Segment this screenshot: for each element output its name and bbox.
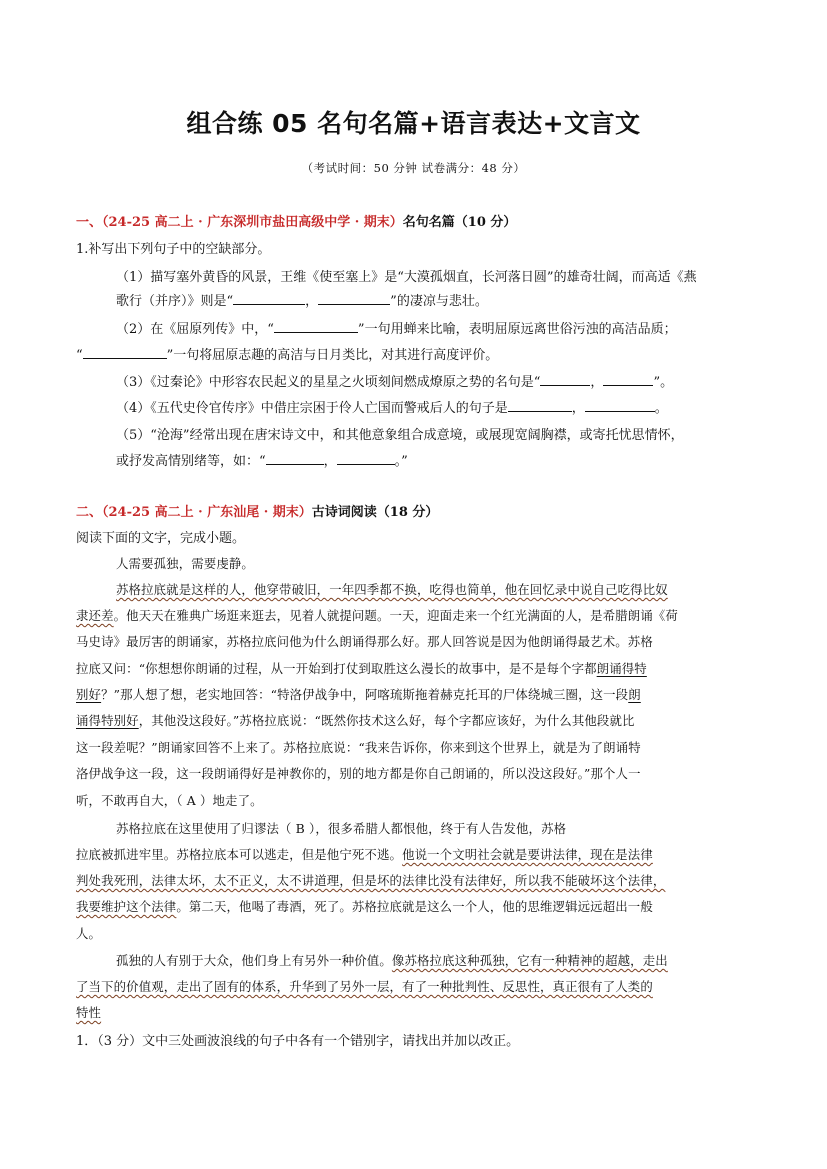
answer-blank[interactable] xyxy=(266,452,324,465)
underlined-phrase: 别好 xyxy=(76,687,102,702)
essay-line: 洛伊战争这一段，这一段朗诵得好是神教你的，别的地方都是你自己朗诵的，所以没这段好。”那个人一 xyxy=(76,766,641,781)
essay-line: 人需要孤独，需要虔静。 xyxy=(116,556,254,571)
answer-blank[interactable] xyxy=(83,346,167,359)
page-title: 组合练 05 名句名篇+语言表达+文言文 xyxy=(186,109,641,138)
wavy-underlined-sentence: 苏格拉底就是这样的人，他穿带破旧，一年四季都不换，吃得也简单，他在回忆录中说自己吃得比奴 xyxy=(116,582,668,597)
wavy-underlined-sentence: 我要维护这个法律 xyxy=(76,899,177,914)
item-4-line: （4）《五代史伶官传序》中借庄宗困于伶人亡国而警戒后人的句子是 ， 。 xyxy=(116,401,668,416)
essay-line: 这一段差呢？”朗诵家回答不上来了。苏格拉底说：“我来告诉你，你来到这个世界上，就是为了朗诵特 xyxy=(76,740,641,755)
answer-blank[interactable] xyxy=(540,373,590,386)
essay-line: 诵得特别好，其他没这段好。”苏格拉底说：“既然你技术这么好，每个字都应该好，为什么其他段就比 xyxy=(76,713,635,728)
reading-instruction: 阅读下面的文字，完成小题。 xyxy=(76,531,246,546)
wavy-underlined-sentence: 判处我死刑，法律太坏，太不正义，太不讲道理，但是坏的法律比没有法律好，所以我不能破坏这个法律， xyxy=(76,873,666,888)
wavy-underlined-sentence: 隶还差 xyxy=(76,608,114,623)
underlined-phrase: 诵得特别好 xyxy=(76,713,139,728)
section-1-source: （24-25 高二上 · 广东深圳市盐田高级中学 · 期末） xyxy=(102,215,403,230)
essay-line xyxy=(116,580,668,598)
essay-line: 马史诗》最厉害的朗诵家，苏格拉底问他为什么朗诵得那么好。那人回答说是因为他朗诵得最艺术。苏格 xyxy=(76,634,653,649)
section-2-source: （24-25 高二上 · 广东汕尾 · 期末） xyxy=(102,505,312,520)
item-2-line-1: （2）在《屈原列传》中，“ ”一句用蝉来比喻，表明屈原远离世俗污浊的高洁品质； xyxy=(116,322,677,337)
item-1-line-1: （1）描写塞外黄昏的风景，王维《使至塞上》是“大漠孤烟直，长河落日圆”的雄奇壮阔，而高适《燕 xyxy=(116,270,697,285)
question-1-prompt: 1.补写出下列句子中的空缺部分。 xyxy=(76,242,271,257)
essay-line xyxy=(76,1003,101,1021)
underlined-phrase: 朗诵得特 xyxy=(596,661,647,676)
wavy-underlined-sentence: 他说一个文明社会就是要讲法律，现在是法律 xyxy=(402,847,653,862)
essay-line: 孤独的人有别于大众，他们身上有另外一种价值。像苏格拉底这种孤独，它有一种精神的超越，走出 xyxy=(116,953,668,968)
essay-line: 拉底又问：“你想想你朗诵的过程，从一开始到打仗到取胜这么漫长的故事中，是不是每个字都朗诵得特 xyxy=(76,661,647,676)
essay-line: 苏格拉底在这里使用了归谬法（ B ），很多希腊人都恨他，终于有人告发他，苏格 xyxy=(116,821,567,836)
essay-line: 听，不敢再自大，（ A ）地走了。 xyxy=(76,793,263,808)
wavy-underlined-sentence: 特性 xyxy=(76,1005,102,1020)
underlined-phrase: 朗 xyxy=(628,687,641,702)
answer-blank[interactable] xyxy=(318,292,390,305)
section-1-number: 一、 xyxy=(76,215,103,230)
wavy-underlined-sentence: 了当下的价值观，走出了固有的体系，升华到了另外一层，有了一种批判性、反思性，真正很有了人类的 xyxy=(76,979,653,994)
answer-blank[interactable] xyxy=(585,399,655,412)
item-5-line-1: （5）“沧海”经常出现在唐宋诗文中，和其他意象组合成意境，或展现宽阔胸襟，或寄托忧思情怀， xyxy=(116,428,684,443)
wavy-underlined-sentence: 像苏格拉底这种孤独，它有一种精神的超越，走出 xyxy=(391,953,668,968)
answer-blank[interactable] xyxy=(274,320,358,333)
exam-info: （考试时间：50 分钟 试卷满分：48 分） xyxy=(301,161,526,175)
question-2-1-prompt: 1．（3 分）文中三处画波浪线的句子中各有一个错别字，请找出并加以改正。 xyxy=(76,1034,520,1049)
section-1-name: 名句名篇（10 分） xyxy=(402,215,517,230)
answer-blank[interactable] xyxy=(337,452,395,465)
item-1-line-2: 歌行（并序）》则是“ ， ”的凄凉与悲壮。 xyxy=(116,294,488,309)
essay-line: 我要维护这个法律。第二天，他喝了毒酒，死了。苏格拉底就是这么一个人，他的思维逻辑远远超出一般 xyxy=(76,899,653,914)
answer-blank[interactable] xyxy=(508,399,572,412)
essay-line: 拉底被抓进牢里。苏格拉底本可以逃走，但是他宁死不逃。他说一个文明社会就是要讲法律，现在是法律 xyxy=(76,847,653,862)
item-3-line: （3）《过秦论》中形容农民起义的星星之火顷刻间燃成燎原之势的名句是“ ， ”。 xyxy=(116,375,674,390)
essay-line: 别好？”那人想了想，老实地回答：“特洛伊战争中，阿喀琉斯拖着赫克托耳的尸体绕城三圈，这一段朗 xyxy=(76,687,641,702)
section-2-header xyxy=(76,501,438,520)
section-2-number: 二、 xyxy=(76,505,103,520)
item-2-line-2: “ ”一句将屈原志趣的高洁与日月类比，对其进行高度评价。 xyxy=(76,348,499,363)
item-5-line-2: 或抒发高情别绪等，如：“ ， 。” xyxy=(116,454,408,469)
section-1-header xyxy=(76,211,516,230)
section-2-name: 古诗词阅读（18 分） xyxy=(311,505,439,520)
answer-blank[interactable] xyxy=(603,373,653,386)
essay-line: 隶还差。他天天在雅典广场逛来逛去，见着人就提问题。一天，迎面走来一个红光满面的人，是希腊朗诵《荷 xyxy=(76,608,678,623)
essay-line: 人。 xyxy=(76,926,102,941)
essay-line xyxy=(76,977,653,995)
answer-blank[interactable] xyxy=(233,292,305,305)
essay-line xyxy=(76,871,665,889)
